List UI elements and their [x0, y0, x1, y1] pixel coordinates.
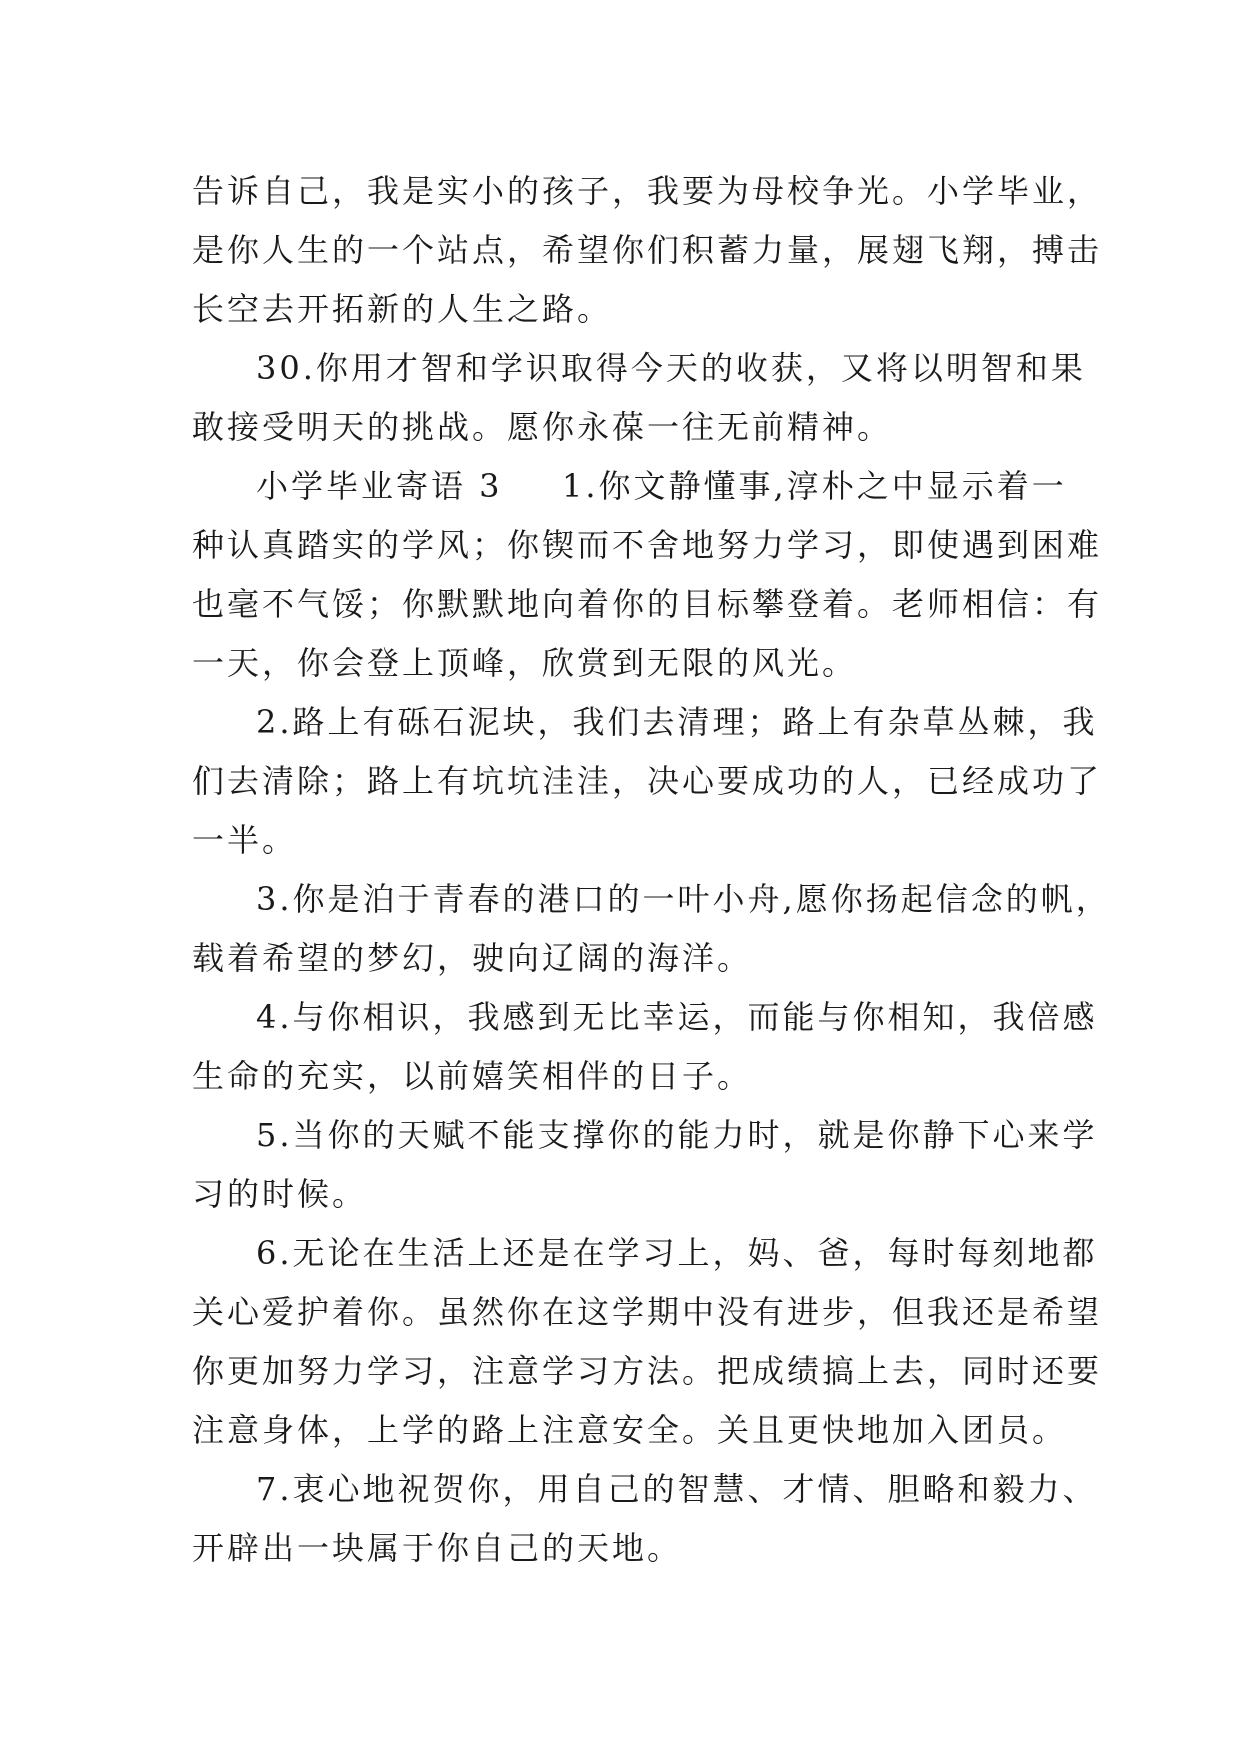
text-line: 5.当你的天赋不能支撑你的能力时，就是你静下心来学 — [256, 1116, 1098, 1154]
text-line: 敢接受明天的挑战。愿你永葆一往无前精神。 — [192, 408, 893, 446]
text-line: 2.路上有砾石泥块，我们去清理；路上有杂草丛棘，我 — [256, 703, 1098, 741]
text-line: 告诉自己，我是实小的孩子，我要为母校争光。小学毕业， — [192, 172, 1103, 210]
text-line: 长空去开拓新的人生之路。 — [192, 290, 613, 328]
text-line: 们去清除；路上有坑坑洼洼，决心要成功的人，已经成功了 — [192, 762, 1103, 800]
text-line: 生命的充实，以前嬉笑相伴的日子。 — [192, 1057, 753, 1095]
section-heading: 小学毕业寄语 3 — [256, 467, 503, 505]
text-line: 4.与你相识，我感到无比幸运，而能与你相知，我倍感 — [256, 998, 1098, 1036]
text-line: 开辟出一块属于你自己的天地。 — [192, 1529, 683, 1567]
text-line: 6.无论在生活上还是在学习上，妈、爸，每时每刻地都 — [256, 1234, 1098, 1272]
text-line: 3.你是泊于青春的港口的一叶小舟,愿你扬起信念的帆， — [256, 880, 1111, 918]
text-line: 是你人生的一个站点，希望你们积蓄力量，展翅飞翔，搏击 — [192, 231, 1103, 269]
text-line: 关心爱护着你。虽然你在这学期中没有进步，但我还是希望 — [192, 1293, 1103, 1331]
text-line: 一半。 — [192, 821, 298, 859]
text-line: 注意身体，上学的路上注意安全。关且更快地加入团员。 — [192, 1411, 1068, 1449]
text-line: 习的时候。 — [192, 1175, 368, 1213]
text-line: 1.你文静懂事,淳朴之中显示着一 — [562, 467, 1067, 505]
document-body — [192, 162, 1111, 1578]
text-line: 一天，你会登上顶峰，欣赏到无限的风光。 — [192, 644, 858, 682]
text-line: 种认真踏实的学风；你锲而不舍地努力学习，即使遇到困难 — [192, 526, 1103, 564]
section-heading-line — [192, 457, 1072, 516]
text-line: 载着希望的梦幻，驶向辽阔的海洋。 — [192, 939, 753, 977]
text-line: 7.衷心地祝贺你，用自己的智慧、才情、胆略和毅力、 — [256, 1470, 1098, 1508]
text-line: 也毫不气馁；你默默地向着你的目标攀登着。老师相信：有 — [192, 585, 1103, 623]
text-line: 30.你用才智和学识取得今天的收获，又将以明智和果 — [256, 349, 1086, 387]
text-line: 你更加努力学习，注意学习方法。把成绩搞上去，同时还要 — [192, 1352, 1103, 1390]
